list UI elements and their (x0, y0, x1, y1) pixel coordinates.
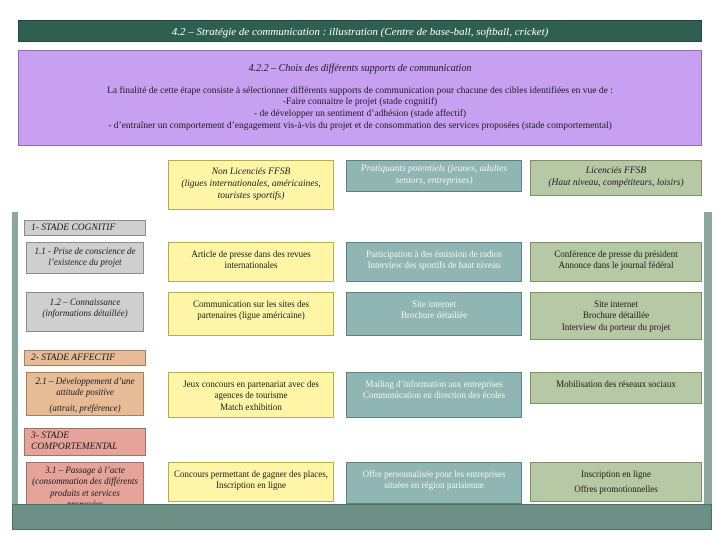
column-title: Non Licenciés FFSB (211, 167, 291, 178)
row-label-line: 1.2 – Connaissance (informations détaillée) (42, 297, 128, 319)
cell-line: Participation à des émission de radios (366, 249, 502, 259)
cell-line: Site internet (594, 299, 638, 309)
cell-1-1-non-licencies (168, 242, 334, 282)
cell-line: Inscription en ligne (581, 469, 651, 479)
cell-line: Match exhibition (220, 401, 282, 412)
cell-line: Offres promotionnelles (574, 484, 658, 495)
column-subtitle: (Haut niveau, compétiteurs, loisirs) (548, 178, 684, 188)
column-subtitle: (ligues internationales, américaines, touristes sportifs) (181, 179, 321, 201)
column-header-non-licencies (168, 160, 334, 210)
cell-line: Brochure détaillée (400, 310, 468, 321)
cell-line: Conférence de presse du président (554, 249, 678, 259)
cell-3-1-pratiquants (346, 462, 522, 504)
bottom-decor-bar (12, 504, 712, 530)
intro-line: -Faire connaitre le projet (stade cognitif) (282, 97, 438, 108)
row-label-2-1 (26, 372, 144, 416)
column-title: Licenciés FFSB (585, 166, 647, 177)
cell-1-2-pratiquants (346, 292, 522, 336)
cell-line: Mailing d’information aux entreprises (365, 379, 503, 389)
intro-subtitle: 4.2.2 – Choix des différents supports de communication (248, 63, 472, 74)
cell-line: Interview du porteur du projet (561, 321, 671, 332)
cell-1-1-pratiquants (346, 242, 522, 282)
row-label-3-1 (26, 462, 144, 510)
cell-3-1-non-licencies (168, 462, 334, 502)
row-label-line: 3.1 – Passage à l’acte (consommation des différents produits et services (32, 465, 138, 498)
row-label-line: 1.1 - Prise de conscience de l’existence du projet (34, 246, 136, 268)
cell-line: Interview des sportifs de haut niveau (367, 260, 501, 271)
column-header-licencies (530, 160, 702, 196)
cell-2-1-non-licencies (168, 372, 334, 418)
stage-label-affectif: 2- STADE AFFECTIF (24, 350, 146, 366)
intro-box (18, 50, 702, 146)
column-title: Pratiquants potentiels (jeunes, adultes seniors, entreprises) (360, 164, 508, 186)
cell-3-1-licencies (530, 462, 702, 502)
cell-1-2-licencies (530, 292, 702, 340)
cell-line: Annonce dans le journal fédéral (558, 260, 674, 271)
slide-title: 4.2 – Stratégie de communication : illustration (Centre de base-ball, softball, cricket) (18, 20, 702, 42)
intro-line: - d’entraîner un comportement d’engagement vis-à-vis du projet et de consommation des services proposées (stade comportemental) (108, 121, 612, 132)
row-label-line: 2.1 – Développement d’une attitude positive (35, 376, 135, 398)
cell-2-1-pratiquants (346, 372, 522, 418)
cell-line: Article de presse dans des revues internationales (191, 249, 311, 271)
right-decor-strip (704, 212, 712, 508)
intro-line: - de développer un sentiment d’adhésion (stade affectif) (253, 109, 467, 120)
left-decor-strip (12, 212, 18, 508)
cell-1-1-licencies (530, 242, 702, 282)
cell-line: Concours permettant de gagner des places, Inscription en ligne (174, 469, 328, 491)
cell-line: Mobilisation des réseaux sociaux (556, 379, 676, 389)
cell-line: Communication sur les sites des partenaires (ligue américaine) (193, 299, 309, 321)
intro-line: La finalité de cette étape consiste à sélectionner différents supports de communication pour chacune des cibles identifiées en vue de : (107, 85, 613, 96)
stage-label-cognitif: 1- STADE COGNITIF (24, 220, 146, 236)
row-label-line: (attrait, préférence) (49, 402, 121, 413)
stage-label-comportemental: 3- STADE COMPORTEMENTAL (24, 428, 146, 456)
cell-line: Offre personnalisée pour les entreprises situées en région parisienne (362, 469, 506, 491)
cell-2-1-licencies (530, 372, 702, 404)
row-label-1-2 (26, 292, 144, 332)
column-header-pratiquants (346, 160, 522, 192)
row-label-1-1 (26, 242, 144, 274)
cell-line: Communication en direction des écoles (363, 390, 505, 401)
cell-line: Brochure détaillée (582, 310, 650, 321)
cell-1-2-non-licencies (168, 292, 334, 336)
cell-line: Site internet (412, 299, 456, 309)
cell-line: Jeux concours en partenariat avec des agences de tourisme (183, 379, 319, 401)
